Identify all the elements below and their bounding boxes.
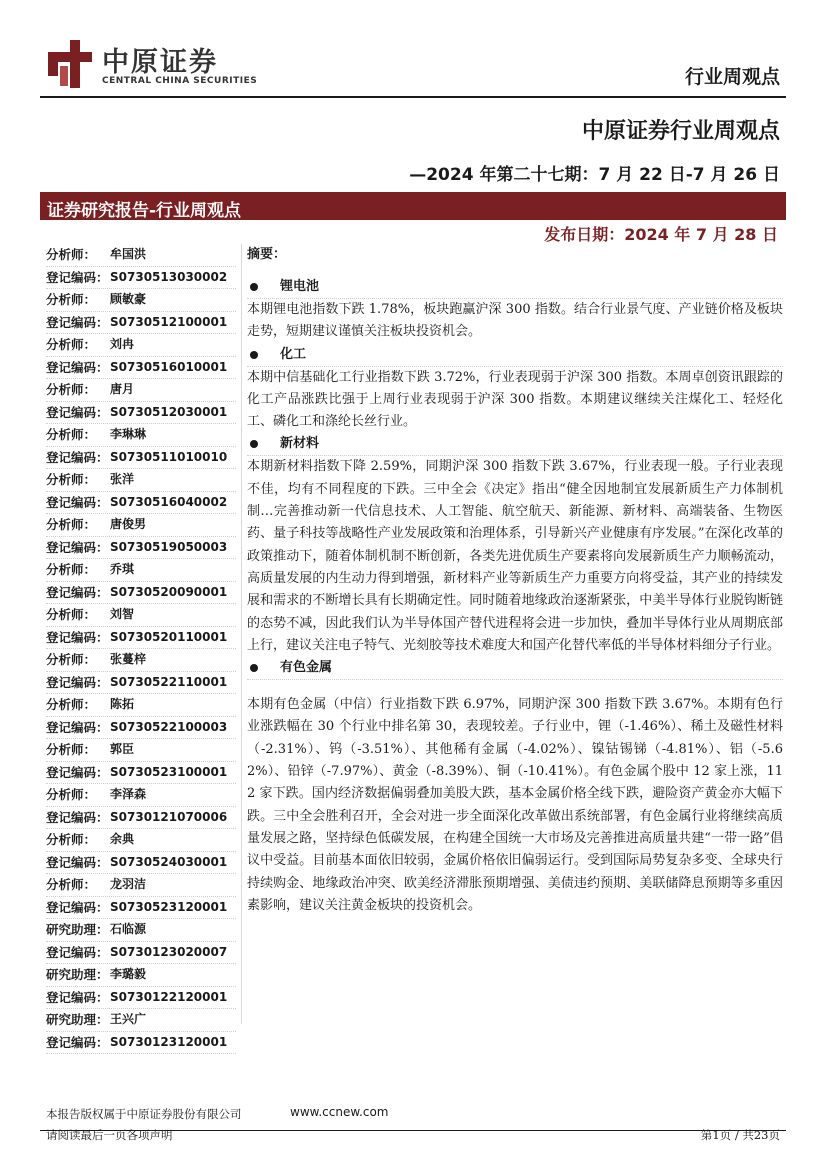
analyst-label: 分析师： [46,337,97,352]
analyst-label: 分析师： [46,292,97,307]
analyst-value: 张洋 [110,472,135,486]
footer-disclaimer: 请阅读最后一页各项声明 [46,1128,173,1142]
analyst-label: 登记编码： [46,314,109,330]
header-divider [40,96,786,98]
analyst-label: 登记编码： [46,404,109,420]
analyst-row [46,244,236,267]
analyst-label: 登记编码： [46,899,109,915]
analyst-row [46,514,236,537]
analyst-value: S0730524030001 [110,854,228,869]
analyst-label: 分析师： [46,877,97,892]
analyst-value: 张蔓梓 [110,652,147,666]
analyst-label: 研究助理： [46,967,109,982]
analyst-label: 分析师： [46,247,97,262]
analyst-row [46,987,236,1010]
analyst-value: S0730520110001 [110,629,228,644]
analyst-list [46,244,236,1054]
analyst-value: 唐俊男 [110,517,147,531]
analyst-label: 研究助理： [46,922,109,937]
analyst-value: S0730522100003 [110,719,228,734]
analyst-value: 王兴广 [110,1012,147,1026]
analyst-value: 李琳琳 [110,427,147,441]
logo-mark-icon [46,38,94,90]
analyst-value: S0730522110001 [110,674,228,689]
analyst-row [46,267,236,290]
bullet-icon [250,440,258,448]
analyst-value: 陈拓 [110,697,135,711]
analyst-value: 刘智 [110,607,135,621]
section-body-chemicals: 本期中信基础化工行业指数下跌 3.72%，行业表现弱于沪深 300 指数。本周卓创资讯跟踪的化工产品涨跌比强于上周行业表现弱于沪深 300 指数。本期建议继续关注煤化工、轻烃化工、磷化工和涤纶长丝行业。 [247,369,783,430]
section-heading-nonferrous [247,657,783,680]
analyst-value: 李泽森 [110,787,147,801]
bullet-icon [250,351,258,359]
analyst-row [46,627,236,650]
analyst-value: S0730516010001 [110,359,228,374]
analyst-row [46,739,236,762]
analyst-value: 牟国洪 [110,247,147,261]
analyst-value: 石临源 [110,922,147,936]
section-body-lithium: 本期锂电池指数下跌 1.78%，板块跑赢沪深 300 指数。结合行业景气度、产业链价格及板块走势，短期建议谨慎关注板块投资机会。 [247,302,783,340]
analyst-row [46,537,236,560]
analyst-label: 分析师： [46,832,97,847]
report-title: 中原证券行业周观点 [581,119,780,144]
analyst-row [46,1032,236,1055]
page-number: 第1页 / 共23页 [700,1128,780,1142]
header-report-type: 行业周观点 [684,66,780,88]
analyst-label: 登记编码： [46,359,109,375]
analyst-value: 乔琪 [110,562,135,576]
analyst-value: 余典 [110,832,135,846]
analyst-label: 分析师： [46,742,97,757]
analyst-label: 登记编码： [46,809,109,825]
banner-text: 证券研究报告-行业周观点 [47,201,242,221]
analyst-row [46,559,236,582]
analyst-row [46,897,236,920]
analyst-row [46,469,236,492]
analyst-label: 分析师： [46,787,97,802]
analyst-label: 登记编码： [46,944,109,960]
section-title: 有色金属 [280,660,333,676]
analyst-label: 分析师： [46,562,97,577]
section-heading-chemicals [247,344,783,367]
analyst-value: S0730520090001 [110,584,228,599]
footer-url[interactable]: www.ccnew.com [290,1105,389,1119]
publish-date: 发布日期：2024 年 7 月 28 日 [544,225,778,244]
analyst-value: S0730123020007 [110,944,228,959]
analyst-value: S0730523120001 [110,899,228,914]
analyst-row [46,762,236,785]
analyst-label: 分析师： [46,472,97,487]
analyst-value: S0730519050003 [110,539,228,554]
analyst-label: 登记编码： [46,449,109,465]
analyst-value: S0730123120001 [110,1034,228,1049]
analyst-row [46,334,236,357]
analyst-value: 李璐毅 [110,967,147,981]
analyst-label: 登记编码： [46,1034,109,1050]
abstract-title: 摘要： [247,247,287,262]
bullet-icon [250,664,258,672]
analyst-value: S0730121070006 [110,809,228,824]
analyst-label: 登记编码： [46,719,109,735]
analyst-label: 登记编码： [46,989,109,1005]
report-period: —2024 年第二十七期：7 月 22 日-7 月 26 日 [409,165,780,185]
analyst-row [46,672,236,695]
section-body-nonferrous: 本期有色金属（中信）行业指数下跌 6.97%，同期沪深 300 指数下跌 3.67%。本期有色行业涨跌幅在 30 个行业中排名第 30，表现较差。子行业中，锂（-1.46%）、稀土及磁性材料（-2.31%）、钨（-3.51%）、其他稀有金属（-4.02%）、镍钴锡锑（-4.81%）、铝（-5.62%）、铅锌（-7.97%）、黄金（-8.39%）、铜（-10.41%）。有色金属个股中 12 家上涨，112 家下跌。国内经济数据偏弱叠加美股大跌，基本金属价格全线下跌，避险资产黄金亦大幅下跌。三中全会胜利召开，全会对进一步全面深化改革做出系统部署，有色金属行业将继续高质量发展之路，坚持绿色低碳发展，在构建全国统一大市场及完善推进高质量共建“一带一路”倡议中受益。目前基本面依旧较弱，金属价格依旧偏弱运行。受到国际局势复杂多变、全球央行持续购金、地缘政治冲突、欧美经济滞胀预期增强、美债违约预期、美联储降息预期等多重因素影响，建议关注黄金板块的投资机会。 [247,697,783,913]
analyst-label: 分析师： [46,652,97,667]
section-heading-lithium [247,276,783,299]
analyst-value: 刘冉 [110,337,135,351]
analyst-label: 登记编码： [46,674,109,690]
analyst-row [46,492,236,515]
analyst-value: 龙羽洁 [110,877,147,891]
section-title: 新材料 [280,436,320,452]
analyst-row [46,694,236,717]
analyst-label: 登记编码： [46,269,109,285]
analyst-row [46,919,236,942]
section-title: 锂电池 [280,279,320,294]
analyst-row [46,829,236,852]
analyst-row [46,784,236,807]
analyst-row [46,402,236,425]
analyst-row [46,424,236,447]
analyst-row [46,447,236,470]
analyst-value: S0730512100001 [110,314,228,329]
analyst-value: 唐月 [110,382,135,396]
analyst-row [46,1009,236,1032]
analyst-value: S0730523100001 [110,764,228,779]
analyst-label: 登记编码： [46,584,109,600]
analyst-label: 登记编码： [46,629,109,645]
analyst-row [46,604,236,627]
section-heading-new-materials [247,433,783,456]
analyst-value: S0730512030001 [110,404,228,419]
bullet-icon [250,283,258,291]
analyst-row [46,582,236,605]
analyst-row [46,357,236,380]
analyst-label: 分析师： [46,427,97,442]
analyst-value: S0730122120001 [110,989,228,1004]
analyst-label: 登记编码： [46,854,109,870]
analyst-row [46,807,236,830]
abstract-section [247,244,783,917]
analyst-value: 郭臣 [110,742,135,756]
analyst-label: 分析师： [46,517,97,532]
analyst-label: 登记编码： [46,764,109,780]
section-body-new-materials: 本期新材料指数下降 2.59%，同期沪深 300 指数下跌 3.67%，行业表现一般。子行业表现不佳，均有不同程度的下跌。三中全会《决定》指出“健全因地制宜发展新质生产力体制机制…完善推动新一代信息技术、人工智能、航空航天、新能源、新材料、高端装备、生物医药、量子科技等战略性产业发展政策和治理体系，引导新兴产业健康有序发展。”在深化改革的政策推动下，随着体制机制不断创新，各类先进优质生产要素将向发展新质生产力顺畅流动，高质量发展的内生动力得到增强，新材料产业等新质生产力重要方向将受益，其产业的持续发展和需求的不断增长具有长期确定性。同时随着地缘政治逐渐紧张，中美半导体行业脱钩断链的态势不减，因此我们认为半导体国产替代进程将会进一步加快，叠加半导体行业从周期底部上行，建议关注电子特气、光刻胶等技术难度大和国产化替代率低的半导体材料细分子行业。 [247,459,783,653]
analyst-row [46,289,236,312]
section-title: 化工 [280,346,307,362]
analyst-row [46,312,236,335]
footer-copyright: 本报告版权属于中原证券股份有限公司 [46,1107,242,1121]
analyst-value: S0730516040002 [110,494,228,509]
analyst-row [46,717,236,740]
analyst-value: 顾敏豪 [110,292,147,306]
analyst-row [46,964,236,987]
analyst-label: 分析师： [46,697,97,712]
analyst-row [46,379,236,402]
column-divider [241,244,242,1024]
analyst-row [46,649,236,672]
logo-text-en: CENTRAL CHINA SECURITIES [102,76,258,86]
analyst-row [46,852,236,875]
analyst-value: S0730513030002 [110,269,228,284]
analyst-label: 研究助理： [46,1012,109,1027]
analyst-row [46,942,236,965]
analyst-row [46,874,236,897]
logo-text-cn: 中原证券 [102,47,218,78]
analyst-label: 登记编码： [46,494,109,510]
company-logo [46,38,258,94]
analyst-label: 分析师： [46,382,97,397]
analyst-value: S0730511010010 [110,449,228,464]
analyst-label: 分析师： [46,607,97,622]
analyst-label: 登记编码： [46,539,109,555]
